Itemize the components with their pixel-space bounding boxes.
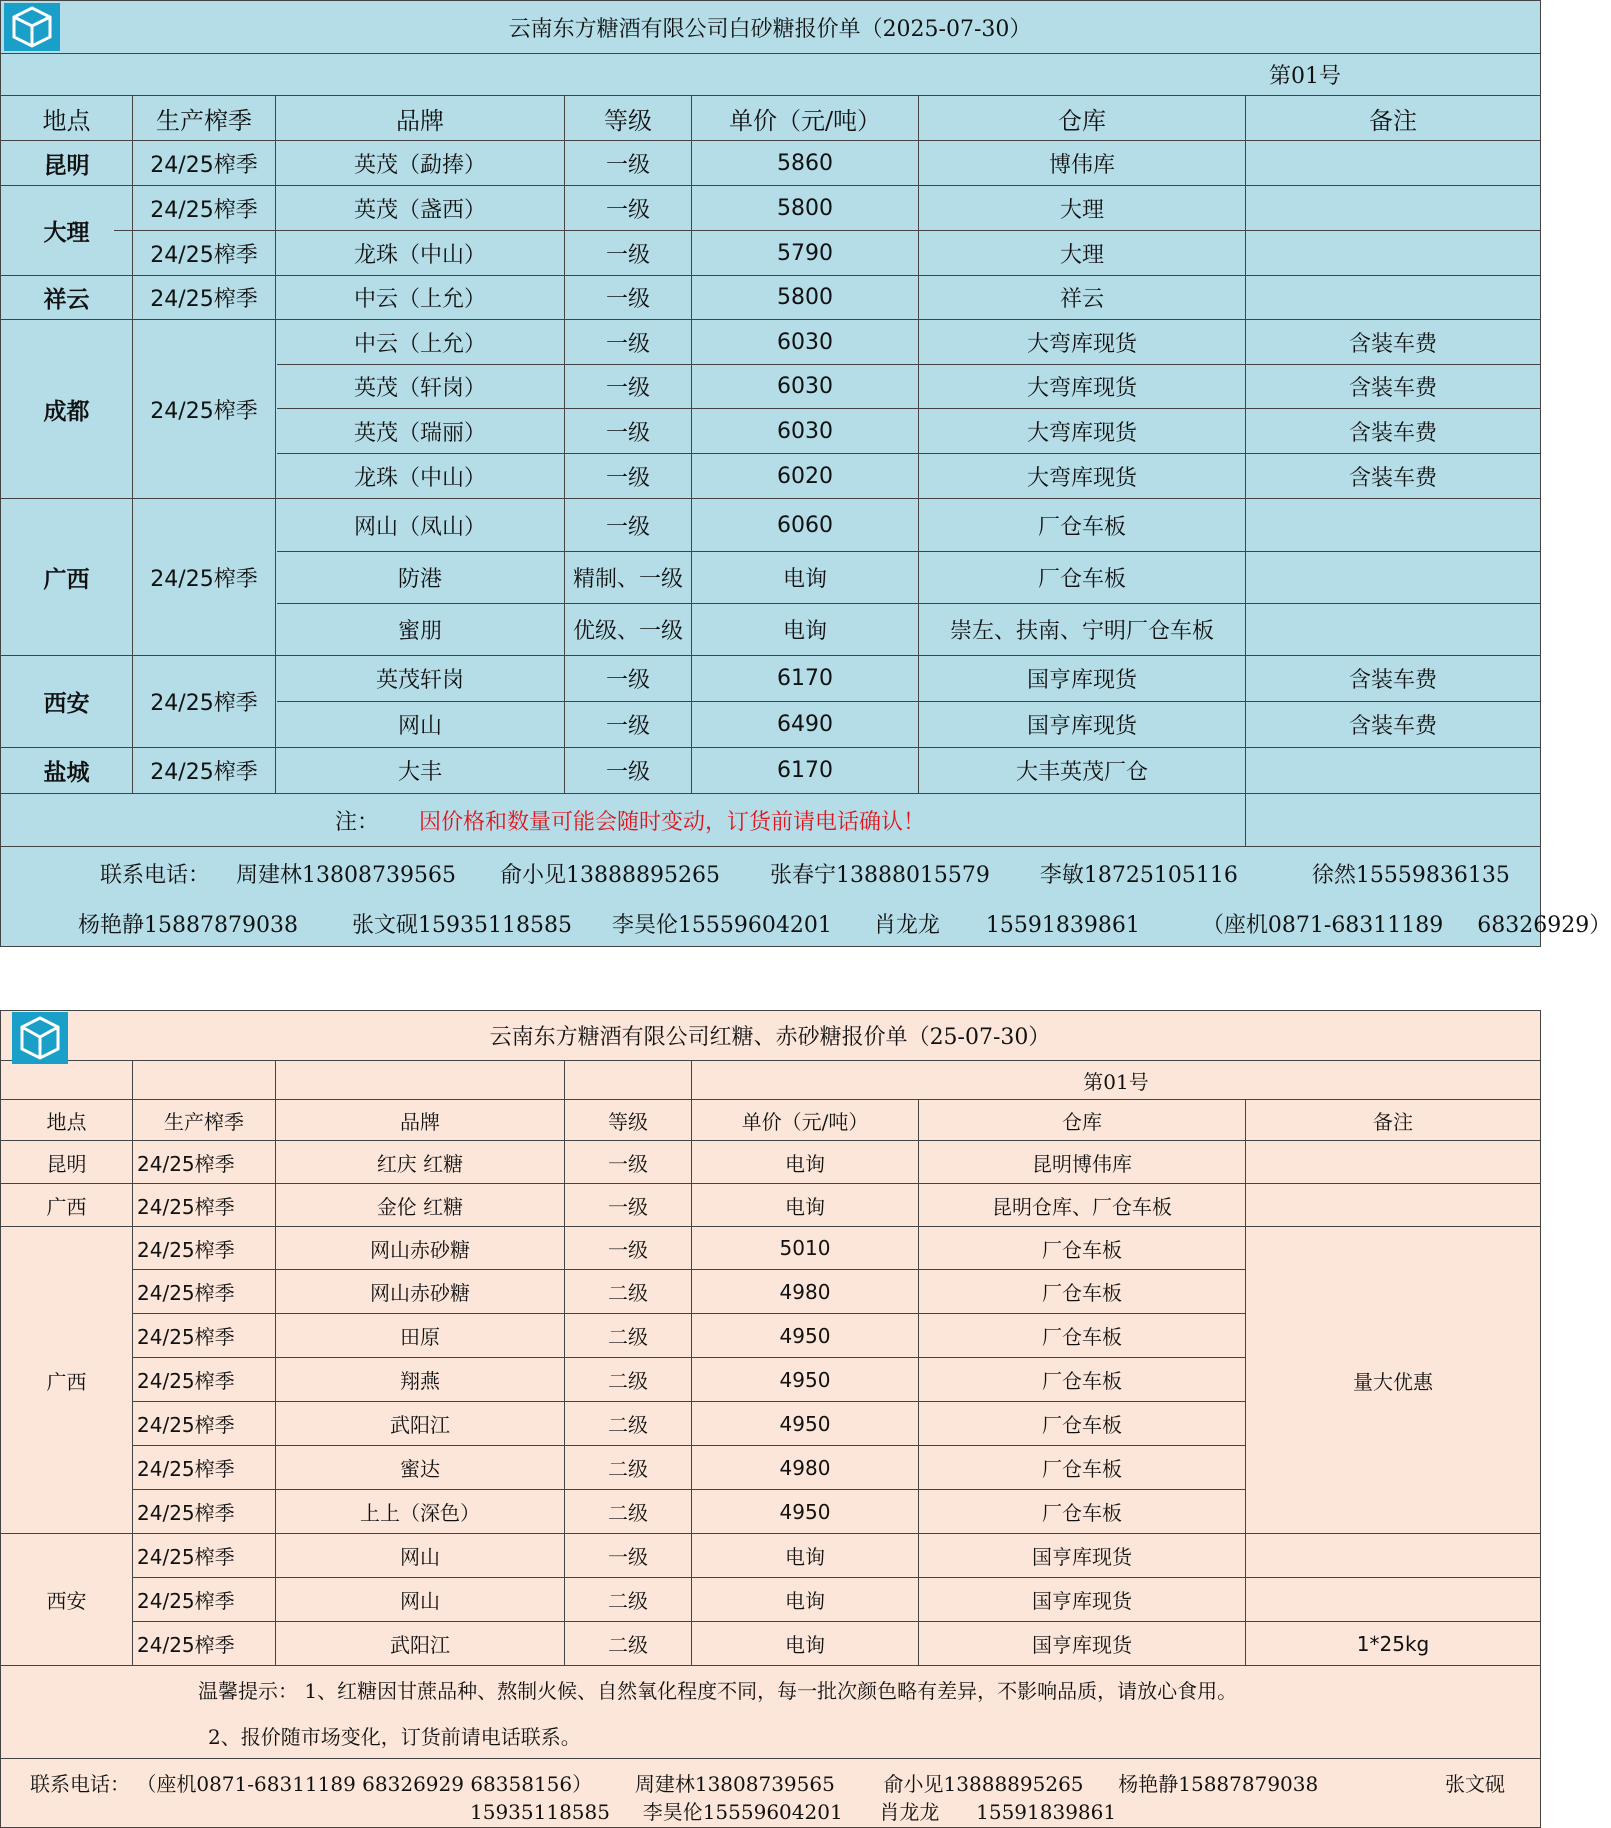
brand-cell: 龙珠（中山） (353, 242, 486, 268)
season-cell: 24/25榨季 (137, 1589, 235, 1613)
warehouse-cell: 厂仓车板 (1037, 567, 1126, 592)
brown-sugar-price-sheet (0, 1010, 1541, 1828)
season-cell: 24/25榨季 (150, 197, 258, 223)
location-cell: 西安 (46, 1589, 87, 1613)
price-cell: 电询 (785, 1194, 825, 1219)
season-cell: 24/25榨季 (137, 1237, 235, 1262)
warehouse-cell: 大理 (1059, 197, 1104, 223)
grade-cell: 一级 (605, 760, 650, 785)
price-cell: 6170 (777, 666, 833, 691)
contact-line (78, 908, 1611, 939)
grade-cell: 二级 (608, 1633, 648, 1657)
price-cell: 6170 (777, 758, 833, 783)
warehouse-cell: 厂仓车板 (1042, 1281, 1122, 1305)
contact-entry: 徐然15559836135 (1311, 863, 1510, 888)
price-cell: 4950 (779, 1323, 831, 1348)
warehouse-cell: 崇左、扶南、宁明厂仓车板 (949, 619, 1214, 644)
season-cell: 24/25榨季 (137, 1325, 235, 1349)
contact-entry: 俞小见13888895265 (883, 1772, 1084, 1796)
brand-cell: 英茂（瑞丽） (353, 420, 486, 446)
season-cell: 24/25榨季 (150, 398, 258, 424)
warehouse-cell: 厂仓车板 (1042, 1325, 1122, 1349)
cube-logo-icon (4, 3, 60, 51)
location-cell: 广西 (46, 1369, 87, 1394)
brand-cell: 蜜达 (400, 1457, 440, 1481)
header-grade: 等级 (608, 1109, 648, 1134)
grade-cell: 一级 (605, 465, 650, 491)
price-cell: 5010 (779, 1236, 831, 1260)
price-cell: 6060 (777, 512, 833, 538)
price-cell: 4950 (779, 1499, 831, 1524)
note-cell: 1*25kg (1356, 1631, 1430, 1656)
brand-cell: 金伦 红糖 (376, 1194, 464, 1219)
sheet-number: 第01号 (1083, 1069, 1149, 1094)
contact-entry: 周建林13808739565 (236, 863, 456, 888)
warehouse-cell: 厂仓车板 (1042, 1501, 1122, 1525)
grade-cell: 一级 (605, 514, 650, 540)
warehouse-cell: 大丰英茂厂仓 (1015, 760, 1148, 785)
contact-entry: 15591839861 (976, 1800, 1117, 1824)
header-location: 地点 (46, 1109, 87, 1134)
header-price: 单价（元/吨） (741, 1109, 869, 1134)
bulk-discount-note: 量大优惠 (1353, 1369, 1433, 1394)
contact-entry: 张文砚 (1445, 1772, 1505, 1796)
warehouse-cell: 厂仓车板 (1037, 514, 1126, 540)
price-cell: 电询 (785, 1151, 825, 1176)
header-warehouse: 仓库 (1062, 1109, 1102, 1134)
grade-cell: 一级 (605, 287, 650, 312)
location-cell: 盐城 (43, 759, 90, 786)
grade-cell: 二级 (608, 1457, 648, 1481)
header-brand: 品牌 (396, 106, 444, 135)
contact-entry: 15935118585 (470, 1800, 610, 1824)
contact-entry: 李昊伦15559604201 (642, 1800, 843, 1824)
header-note: 备注 (1373, 1109, 1413, 1134)
warehouse-cell: 国亨库现货 (1032, 1589, 1132, 1613)
warehouse-cell: 大弯库现货 (1026, 465, 1137, 491)
brand-cell: 翔燕 (400, 1369, 440, 1393)
warehouse-cell: 祥云 (1059, 287, 1104, 312)
price-cell: 电询 (785, 1545, 825, 1569)
contact-entry: （座机0871-68311189 (1201, 913, 1444, 938)
warehouse-cell: 昆明博伟库 (1032, 1151, 1132, 1176)
contact-entry: 肖龙龙 (873, 913, 940, 938)
location-cell: 祥云 (43, 286, 90, 313)
contact-entry: 68326929） (1477, 913, 1611, 938)
contact-entry: 15591839861 (985, 913, 1140, 938)
note-cell: 含装车费 (1348, 420, 1437, 446)
price-cell: 电询 (785, 1589, 825, 1613)
brand-cell: 武阳江 (390, 1413, 450, 1437)
price-cell: 6030 (777, 374, 833, 399)
header-price: 单价（元/吨） (728, 106, 882, 135)
grade-cell: 一级 (605, 668, 650, 693)
grade-cell: 二级 (608, 1325, 648, 1349)
brand-cell: 网山 (400, 1589, 440, 1613)
contact-entry: 张文砚15935118585 (351, 913, 572, 938)
contact-entry: 俞小见13888895265 (499, 863, 720, 888)
price-cell: 5800 (777, 195, 833, 221)
note-cell (1246, 231, 1540, 275)
grade-cell: 二级 (608, 1589, 648, 1613)
season-cell: 24/25榨季 (150, 152, 258, 178)
grade-cell: 一级 (605, 197, 650, 223)
warehouse-cell: 博伟库 (1048, 152, 1115, 178)
brand-cell: 网山（凤山） (353, 514, 486, 540)
warehouse-cell: 大弯库现货 (1026, 331, 1137, 357)
price-cell: 4980 (779, 1279, 831, 1304)
sheet-title: 云南东方糖酒有限公司红糖、赤砂糖报价单（25-07-30） (489, 1025, 1051, 1050)
note-cell (1246, 604, 1540, 655)
contact-line (470, 1796, 1116, 1825)
grade-cell: 一级 (605, 152, 650, 178)
warehouse-cell: 大弯库现货 (1026, 376, 1137, 401)
brand-cell: 英茂（勐捧） (353, 152, 486, 178)
price-cell: 6490 (777, 712, 833, 737)
grade-cell: 一级 (608, 1237, 648, 1262)
contact-entry: 李昊伦15559604201 (611, 913, 832, 938)
grade-cell: 一级 (605, 376, 650, 401)
grade-cell: 二级 (608, 1501, 648, 1525)
grade-cell: 优级、一级 (572, 619, 683, 644)
brand-cell: 英茂轩岗 (375, 668, 464, 693)
sheet-title: 云南东方糖酒有限公司白砂糖报价单（2025-07-30） (508, 16, 1032, 42)
tip-line: 2、报价随市场变化，订货前请电话联系。 (208, 1724, 581, 1749)
header-note: 备注 (1369, 106, 1417, 135)
price-cell: 4980 (779, 1455, 831, 1480)
contact-entry: 杨艳静15887879038 (1118, 1772, 1319, 1796)
location-cell: 广西 (43, 565, 90, 593)
season-cell: 24/25榨季 (137, 1281, 235, 1305)
brand-cell: 网山赤砂糖 (370, 1281, 470, 1305)
price-cell: 5860 (777, 150, 833, 176)
warehouse-cell: 大弯库现货 (1026, 420, 1137, 446)
header-brand: 品牌 (400, 1109, 440, 1134)
header-season: 生产榨季 (156, 106, 252, 135)
price-cell: 电询 (782, 567, 827, 592)
grade-cell: 精制、一级 (572, 567, 683, 592)
brand-cell: 网山赤砂糖 (370, 1237, 470, 1262)
warehouse-cell: 厂仓车板 (1042, 1457, 1122, 1481)
contact-line (30, 1768, 1318, 1797)
header-location: 地点 (42, 106, 91, 135)
contact-entry: 李敏18725105116 (1039, 863, 1238, 888)
note-cell (1246, 748, 1540, 793)
note-cell (1246, 1578, 1540, 1621)
season-cell: 24/25榨季 (150, 566, 258, 592)
brand-cell: 武阳江 (390, 1633, 450, 1657)
note-cell (1246, 1184, 1540, 1226)
note-cell (1246, 552, 1540, 603)
grade-cell: 二级 (608, 1369, 648, 1393)
brand-cell: 蜜朋 (397, 619, 442, 644)
warehouse-cell: 国亨库现货 (1026, 714, 1137, 739)
price-cell: 6030 (777, 418, 833, 444)
price-cell: 5800 (777, 285, 833, 310)
season-cell: 24/25榨季 (137, 1545, 235, 1569)
grade-cell: 一级 (608, 1545, 648, 1569)
grade-cell: 一级 (608, 1151, 648, 1176)
season-cell: 24/25榨季 (150, 242, 258, 268)
notice-label: 注： (335, 809, 380, 835)
season-cell: 24/25榨季 (137, 1501, 235, 1525)
brand-cell: 中云（上允） (353, 287, 486, 312)
price-cell: 电询 (782, 619, 827, 644)
note-cell: 含装车费 (1348, 714, 1437, 739)
price-notice (335, 794, 1235, 846)
price-cell: 4950 (779, 1411, 831, 1436)
brand-cell: 防港 (397, 567, 442, 592)
season-cell: 24/25榨季 (137, 1151, 235, 1176)
price-cell: 4950 (779, 1367, 831, 1392)
location-cell: 昆明 (46, 1151, 87, 1176)
note-cell: 含装车费 (1348, 376, 1437, 401)
brand-cell: 大丰 (397, 760, 442, 785)
grade-cell: 一级 (605, 714, 650, 739)
season-cell: 24/25榨季 (137, 1413, 235, 1437)
season-cell: 24/25榨季 (137, 1633, 235, 1657)
header-warehouse: 仓库 (1058, 106, 1106, 135)
contact-label: 联系电话： (30, 1772, 130, 1796)
brand-cell: 龙珠（中山） (353, 465, 486, 491)
season-cell: 24/25榨季 (150, 287, 258, 312)
note-cell (1246, 1534, 1540, 1577)
note-cell: 含装车费 (1348, 465, 1437, 491)
season-cell: 24/25榨季 (150, 760, 258, 785)
location-cell: 大理 (43, 219, 90, 246)
contact-entry: 肖龙龙 (879, 1800, 940, 1824)
warehouse-cell: 厂仓车板 (1042, 1369, 1122, 1393)
brand-cell: 上上（深色） (360, 1501, 480, 1525)
brand-cell: 网山 (400, 1545, 440, 1569)
season-cell: 24/25榨季 (137, 1369, 235, 1393)
grade-cell: 二级 (608, 1281, 648, 1305)
sheet-number: 第01号 (1269, 64, 1341, 89)
brand-cell: 网山 (397, 714, 442, 739)
warehouse-cell: 国亨库现货 (1026, 668, 1137, 693)
warehouse-cell: 国亨库现货 (1032, 1545, 1132, 1569)
location-cell: 广西 (46, 1194, 87, 1219)
contact-entry: 杨艳静15887879038 (78, 913, 298, 938)
brand-cell: 田原 (400, 1325, 440, 1349)
warehouse-cell: 国亨库现货 (1032, 1633, 1132, 1657)
note-cell (1246, 276, 1540, 319)
season-cell: 24/25榨季 (150, 691, 258, 716)
tip-line: 温馨提示： 1、红糖因甘蔗品种、熬制火候、自然氧化程度不同，每一批次颜色略有差异，不影响品质，请放心食用。 (198, 1678, 1238, 1703)
grade-cell: 一级 (605, 420, 650, 446)
note-cell: 含装车费 (1348, 331, 1437, 357)
note-cell: 含装车费 (1348, 668, 1437, 693)
location-cell: 成都 (43, 397, 90, 425)
brand-cell: 中云（上允） (353, 331, 486, 357)
note-cell (1246, 1141, 1540, 1183)
price-cell: 电询 (785, 1633, 825, 1657)
price-cell: 5790 (777, 240, 833, 266)
warehouse-cell: 昆明仓库、厂仓车板 (992, 1194, 1172, 1219)
header-grade: 等级 (604, 106, 652, 135)
header-season: 生产榨季 (164, 1109, 244, 1134)
note-cell (1246, 499, 1540, 551)
season-cell: 24/25榨季 (137, 1194, 235, 1219)
brand-cell: 英茂（盏西） (353, 197, 486, 223)
note-cell (1246, 141, 1540, 185)
contact-entry: （座机0871-68311189 68326929 68358156） (136, 1772, 593, 1796)
notice-text: 因价格和数量可能会随时变动，订货前请电话确认！ (419, 809, 926, 835)
warehouse-cell: 厂仓车板 (1042, 1237, 1122, 1262)
grade-cell: 二级 (608, 1413, 648, 1437)
note-cell (1246, 186, 1540, 230)
season-cell: 24/25榨季 (137, 1457, 235, 1481)
price-cell: 6030 (777, 329, 833, 355)
warehouse-cell: 厂仓车板 (1042, 1413, 1122, 1437)
contact-line (100, 858, 1510, 889)
contact-label: 联系电话： (100, 863, 211, 888)
warehouse-cell: 大理 (1059, 242, 1104, 268)
grade-cell: 一级 (608, 1194, 648, 1219)
contact-entry: 周建林13808739565 (634, 1772, 835, 1796)
location-cell: 昆明 (43, 151, 90, 179)
grade-cell: 一级 (605, 242, 650, 268)
contact-entry: 张春宁13888015579 (769, 863, 990, 888)
brand-cell: 英茂（轩岗） (353, 376, 486, 401)
location-cell: 西安 (43, 690, 90, 717)
brand-cell: 红庆 红糖 (376, 1151, 464, 1176)
price-cell: 6020 (777, 463, 833, 489)
grade-cell: 一级 (605, 331, 650, 357)
